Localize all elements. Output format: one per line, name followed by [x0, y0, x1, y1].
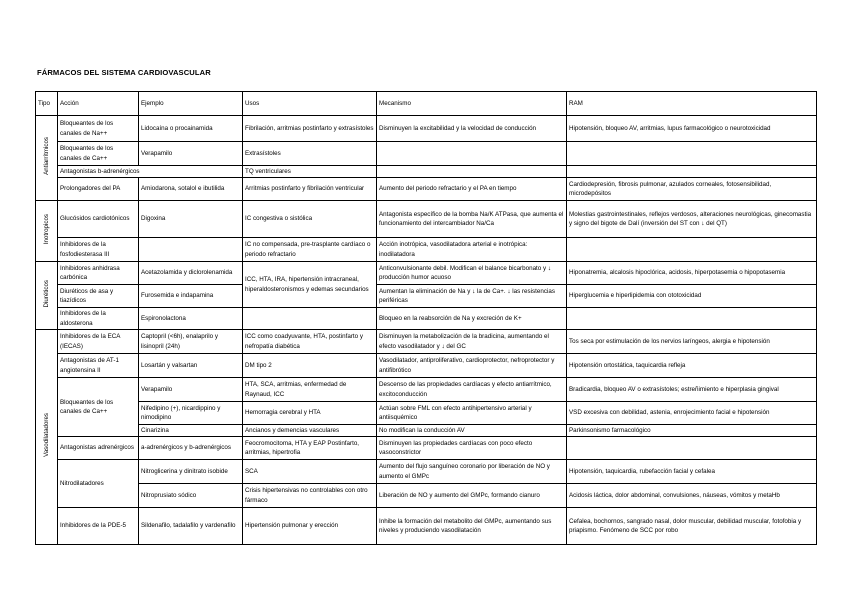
cell-accion: Antagonistas b-adrenérgicos — [58, 166, 243, 178]
cell-ram: Hipotensión, taquicardia, rubefacción facial y cefalea — [567, 460, 817, 484]
cell-ejemplo: Losartán y valsartan — [139, 354, 243, 378]
cell-ejemplo: Verapamilo — [139, 378, 243, 402]
cell-ram: Cardiodepresión, fibrosis pulmonar, azulados corneales, fotosensibilidad, microdepósitos — [567, 178, 817, 201]
cell-ram: Hipotensión, bloqueo AV, arritmias, lupus farmacológico o neurotoxicidad — [567, 116, 817, 142]
cell-usos: HTA, SCA, arritmias, enfermedad de Raynaud, ICC — [243, 378, 377, 402]
cell-mecanismo: Disminuyen la excitabilidad y la velocidad de conducción — [377, 116, 567, 142]
cell-usos: Feocromocitoma, HTA y EAP Postinfarto, arritmias, hipertrofia — [243, 437, 377, 460]
table-row — [36, 460, 817, 484]
cell-mecanismo: Aumento del flujo sanguíneo coronario por liberación de NO y aumento el GMPc — [377, 460, 567, 484]
cell-ejemplo: a-adrenérgicos y b-adrenérgicos — [139, 437, 243, 460]
group-label: Vasodilatadores — [42, 413, 50, 458]
table-row — [36, 166, 817, 178]
cell-ejemplo: Digoxina — [139, 201, 243, 238]
cell-accion: Antagonistas de AT-1 angiotensina II — [58, 354, 139, 378]
table-row — [36, 378, 817, 402]
cell-accion: Inhibidores de la ECA (IECAS) — [58, 330, 139, 354]
cell-ram: Tos seca por estimulación de los nervios laríngeos, alergia e hipotensión — [567, 330, 817, 354]
cell-accion: Bloqueantes de los canales de Ca++ — [58, 142, 139, 166]
cell-mecanismo — [377, 166, 567, 178]
cell-accion: Antagonistas adrenérgicos — [58, 437, 139, 460]
cell-ejemplo — [139, 238, 243, 262]
cell-mecanismo: Disminuyen la metabolización de la bradicina, aumentando el efecto vasodilatador y ↓ del GC — [377, 330, 567, 354]
cell-accion: Inhibidores de la PDE-5 — [58, 508, 139, 545]
cell-usos: DM tipo 2 — [243, 354, 377, 378]
cell-mecanismo — [377, 142, 567, 166]
cell-ram — [567, 142, 817, 166]
table-row — [36, 437, 817, 460]
cell-ejemplo: Espironolactona — [139, 308, 243, 330]
table-row — [36, 508, 817, 545]
cell-ram: Acidosis láctica, dolor abdominal, convulsiones, náuseas, vómitos y metaHb — [567, 484, 817, 508]
cell-usos: IC congestiva o sistólica — [243, 201, 377, 238]
table-row — [36, 238, 817, 262]
group-vasodilatadores — [36, 330, 58, 545]
cell-accion: Inhibidores de la aldosterona — [58, 308, 139, 330]
cell-ejemplo: Captopril (<6h), enalaprilo y lisinopril (24h) — [139, 330, 243, 354]
cell-accion: Diuréticos de asa y tiazídicos — [58, 285, 139, 308]
cell-usos: Extrasístoles — [243, 142, 377, 166]
cell-mecanismo: Liberación de NO y aumento del GMPc, formando cianuro — [377, 484, 567, 508]
cell-usos — [243, 308, 377, 330]
table-row — [36, 354, 817, 378]
cell-accion: Prolongadores del PA — [58, 178, 139, 201]
group-antiarritmicos — [36, 116, 58, 201]
table-row — [36, 178, 817, 201]
cell-mecanismo: Acción inotrópica, vasodilatadora arterial e inotrópica: inodilatadora — [377, 238, 567, 262]
header-accion: Acción — [58, 92, 139, 116]
cell-ram: Molestias gastrointestinales, reflejos verdosos, alteraciones neurológicas, ginecomastia y signo del bigote de Dalí (inversión del ST con ↓ del QT) — [567, 201, 817, 238]
table-row — [36, 201, 817, 238]
table-row — [36, 402, 817, 425]
cell-usos: Ancianos y demencias vasculares — [243, 425, 377, 437]
cell-usos: Hipertensión pulmonar y erección — [243, 508, 377, 545]
cell-ram: Parkinsonismo farmacológico — [567, 425, 817, 437]
cell-accion: Nitrodilatadores — [58, 460, 139, 508]
cell-ram: Bradicardia, bloqueo AV o extrasístoles; estreñimiento e hiperplasia gingival — [567, 378, 817, 402]
cell-ejemplo: Sildenafilo, tadalafilo y vardenafilo — [139, 508, 243, 545]
cell-usos: IC no compensada, pre-trasplante cardíaco o periodo refractario — [243, 238, 377, 262]
table-row — [36, 142, 817, 166]
cell-mecanismo: Actúan sobre FML con efecto antihipertensivo arterial y antiisquémico — [377, 402, 567, 425]
cell-mecanismo: Antagonista específico de la bomba Na/K ATPasa, que aumenta el funcionamiento del intercambiador Na/Ca — [377, 201, 567, 238]
cell-usos: ICC como coadyuvante, HTA, postinfarto y nefropatía diabética — [243, 330, 377, 354]
cell-usos: TQ ventriculares — [243, 166, 377, 178]
cell-mecanismo: Inhibe la formación del metabolito del GMPc, aumentando sus niveles y produciendo vasodilatación — [377, 508, 567, 545]
cell-usos: Hemorragia cerebral y HTA — [243, 402, 377, 425]
cell-accion: Inhibidores de la fosfodiesterasa III — [58, 238, 139, 262]
cell-mecanismo: Aumentan la eliminación de Na y ↓ la de Ca+. ↓ las resistencias periféricas — [377, 285, 567, 308]
cell-ejemplo: Acetazolamida y diclorolenamida — [139, 262, 243, 285]
cell-mecanismo: Vasodilatador, antiproliferativo, cardioprotector, nefroprotector y antifibrótico — [377, 354, 567, 378]
group-diureticos — [36, 262, 58, 330]
cell-usos: ICC, HTA, IRA, hipertensión intracraneal, hiperaldosteronismos y edemas secundarios — [243, 262, 377, 308]
header-ram: RAM — [567, 92, 817, 116]
cell-ram: Hiperglucemia e hiperlipidemia con ototoxicidad — [567, 285, 817, 308]
cell-ejemplo: Nitroglicerina y dinitrato isobide — [139, 460, 243, 484]
cell-ram — [567, 238, 817, 262]
cell-ejemplo: Lidocaína o procainamida — [139, 116, 243, 142]
cell-ram — [567, 308, 817, 330]
page-title: FÁRMACOS DEL SISTEMA CARDIOVASCULAR — [37, 68, 211, 77]
header-usos: Usos — [243, 92, 377, 116]
cell-accion: Glucósidos cardiotónicos — [58, 201, 139, 238]
table-row — [36, 308, 817, 330]
table-row — [36, 484, 817, 508]
table-row — [36, 116, 817, 142]
cell-ejemplo: Verapamilo — [139, 142, 243, 166]
cell-ram: Hiponatremia, alcalosis hipoclórica, acidosis, hiperpotasemia o hipopotasemia — [567, 262, 817, 285]
cell-ram — [567, 166, 817, 178]
cell-mecanismo: Bloqueo en la reabsorción de Na y excreción de K+ — [377, 308, 567, 330]
header-ejemplo: Ejemplo — [139, 92, 243, 116]
cell-accion: Bloqueantes de los canales de Ca++ — [58, 378, 139, 437]
cell-usos: Crisis hipertensivas no controlables con otro fármaco — [243, 484, 377, 508]
cell-ejemplo: Furosemida e indapamina — [139, 285, 243, 308]
cell-usos: SCA — [243, 460, 377, 484]
group-label: Inotropicos — [42, 214, 50, 245]
cell-ejemplo: Nitroprusiato sódico — [139, 484, 243, 508]
cell-ram — [567, 437, 817, 460]
group-label: Diuréticos — [42, 280, 50, 308]
cell-ram: VSD excesiva con debilidad, astenia, enrojecimiento facial e hipotensión — [567, 402, 817, 425]
table-header-row — [36, 92, 817, 116]
table-row — [36, 425, 817, 437]
cell-mecanismo: No modifican la conducción AV — [377, 425, 567, 437]
cell-ram: Cefalea, bochornos, sangrado nasal, dolor muscular, debilidad muscular, fotofobia y priapismo. Fenómeno de SCC por robo — [567, 508, 817, 545]
group-label: Antiarrítmicos — [42, 137, 50, 176]
header-tipo: Tipo — [36, 92, 58, 116]
cell-accion: Inhibidores anhidrasa carbónica — [58, 262, 139, 285]
table-row — [36, 285, 817, 308]
drug-table — [35, 91, 817, 545]
cell-usos: Fibrilación, arritmias postinfarto y extrasístoles — [243, 116, 377, 142]
table-row — [36, 330, 817, 354]
cell-ejemplo: Nifedipino (+), nicardippino y nimodipino — [139, 402, 243, 425]
cell-mecanismo: Aumento del periodo refractario y el PA en tiempo — [377, 178, 567, 201]
cell-ejemplo: Amiodarona, sotalol e ibutilida — [139, 178, 243, 201]
cell-ram: Hipotensión ortostática, taquicardia refleja — [567, 354, 817, 378]
cell-mecanismo: Disminuyen las propiedades cardíacas con poco efecto vasoconstrictor — [377, 437, 567, 460]
header-mecanismo: Mecanismo — [377, 92, 567, 116]
cell-accion: Bloqueantes de los canales de Na++ — [58, 116, 139, 142]
group-inotropicos — [36, 201, 58, 262]
table-row — [36, 262, 817, 285]
cell-usos: Arritmias postinfarto y fibrilación ventricular — [243, 178, 377, 201]
cell-ejemplo: Cinarizina — [139, 425, 243, 437]
cell-mecanismo: Anticonvulsionante debil. Modifican el balance bicarbonato y ↓ producción humor acuoso — [377, 262, 567, 285]
cell-mecanismo: Descenso de las propiedades cardíacas y efecto antiarrítmico, excitoconducción — [377, 378, 567, 402]
